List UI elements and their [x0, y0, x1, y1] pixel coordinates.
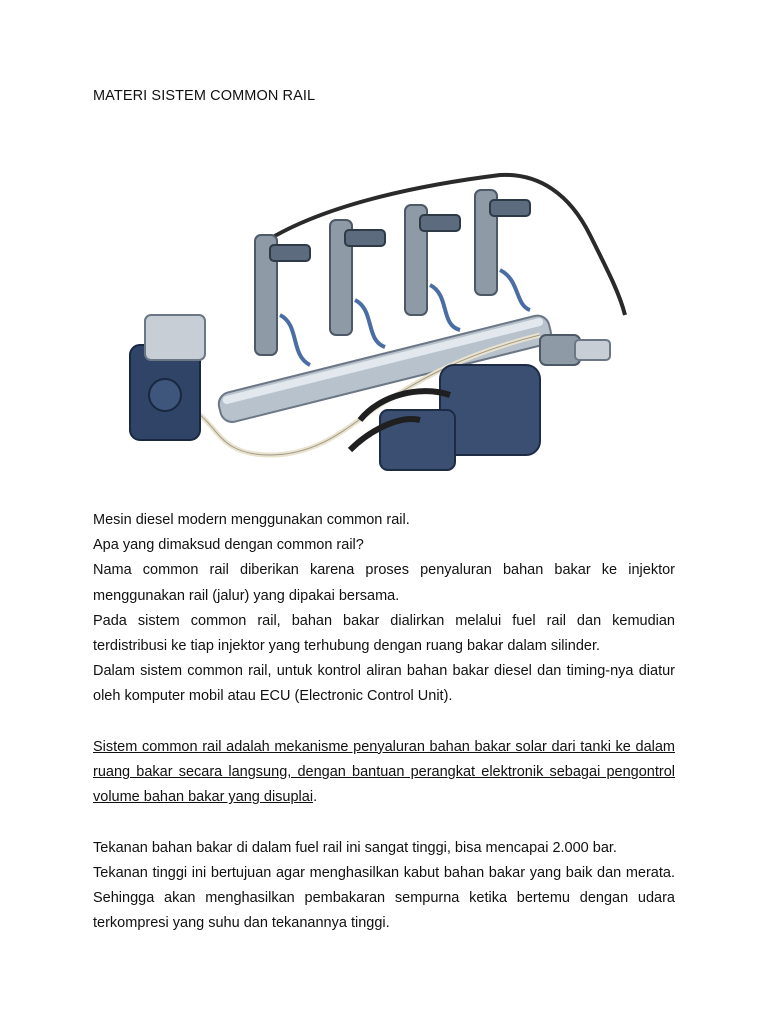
paragraph-fuel-rail: Pada sistem common rail, bahan bakar dialirkan melalui fuel rail dan kemudian terdistribusi ke tiap injektor yang terhubung dengan ruang bakar dalam silinder.	[93, 612, 675, 655]
paragraph-ecu: Dalam sistem common rail, untuk kontrol aliran bahan bakar diesel dan timing-nya diatur oleh komputer mobil atau ECU (Electronic Control Unit).	[93, 663, 675, 705]
paragraph-pressure: Tekanan bahan bakar di dalam fuel rail ini sangat tinggi, bisa mencapai 2.000 bar.	[93, 839, 617, 856]
definition-period: .	[313, 789, 318, 806]
paragraph-name-origin: Nama common rail diberikan karena proses penyaluran bahan bakar ke injektor menggunakan rail (jalur) yang dipakai bersama.	[93, 562, 675, 604]
definition-underlined: Sistem common rail adalah mekanisme penyaluran bahan bakar solar dari tanki ke dalam ruang bakar secara langsung, dengan bantuan perangkat elektronik sebagai pengontrol volume bahan bakar yang disuplai	[93, 738, 675, 806]
paragraph-pressure-purpose: Tekanan tinggi ini bertujuan agar menghasilkan kabut bahan bakar yang baik dan merata. Sehingga akan menghasilkan pembakaran sempurna ketika bertemu dengan udara terkompresi yang suhu dan tekanannya tinggi.	[93, 864, 675, 932]
common-rail-system-illustration	[120, 165, 640, 485]
paragraph-definition	[93, 735, 675, 811]
paragraph-question: Apa yang dimaksud dengan common rail?	[93, 537, 364, 554]
document-title: MATERI SISTEM COMMON RAIL	[93, 88, 316, 104]
body-text	[93, 508, 675, 936]
paragraph-intro: Mesin diesel modern menggunakan common rail.	[93, 512, 410, 528]
